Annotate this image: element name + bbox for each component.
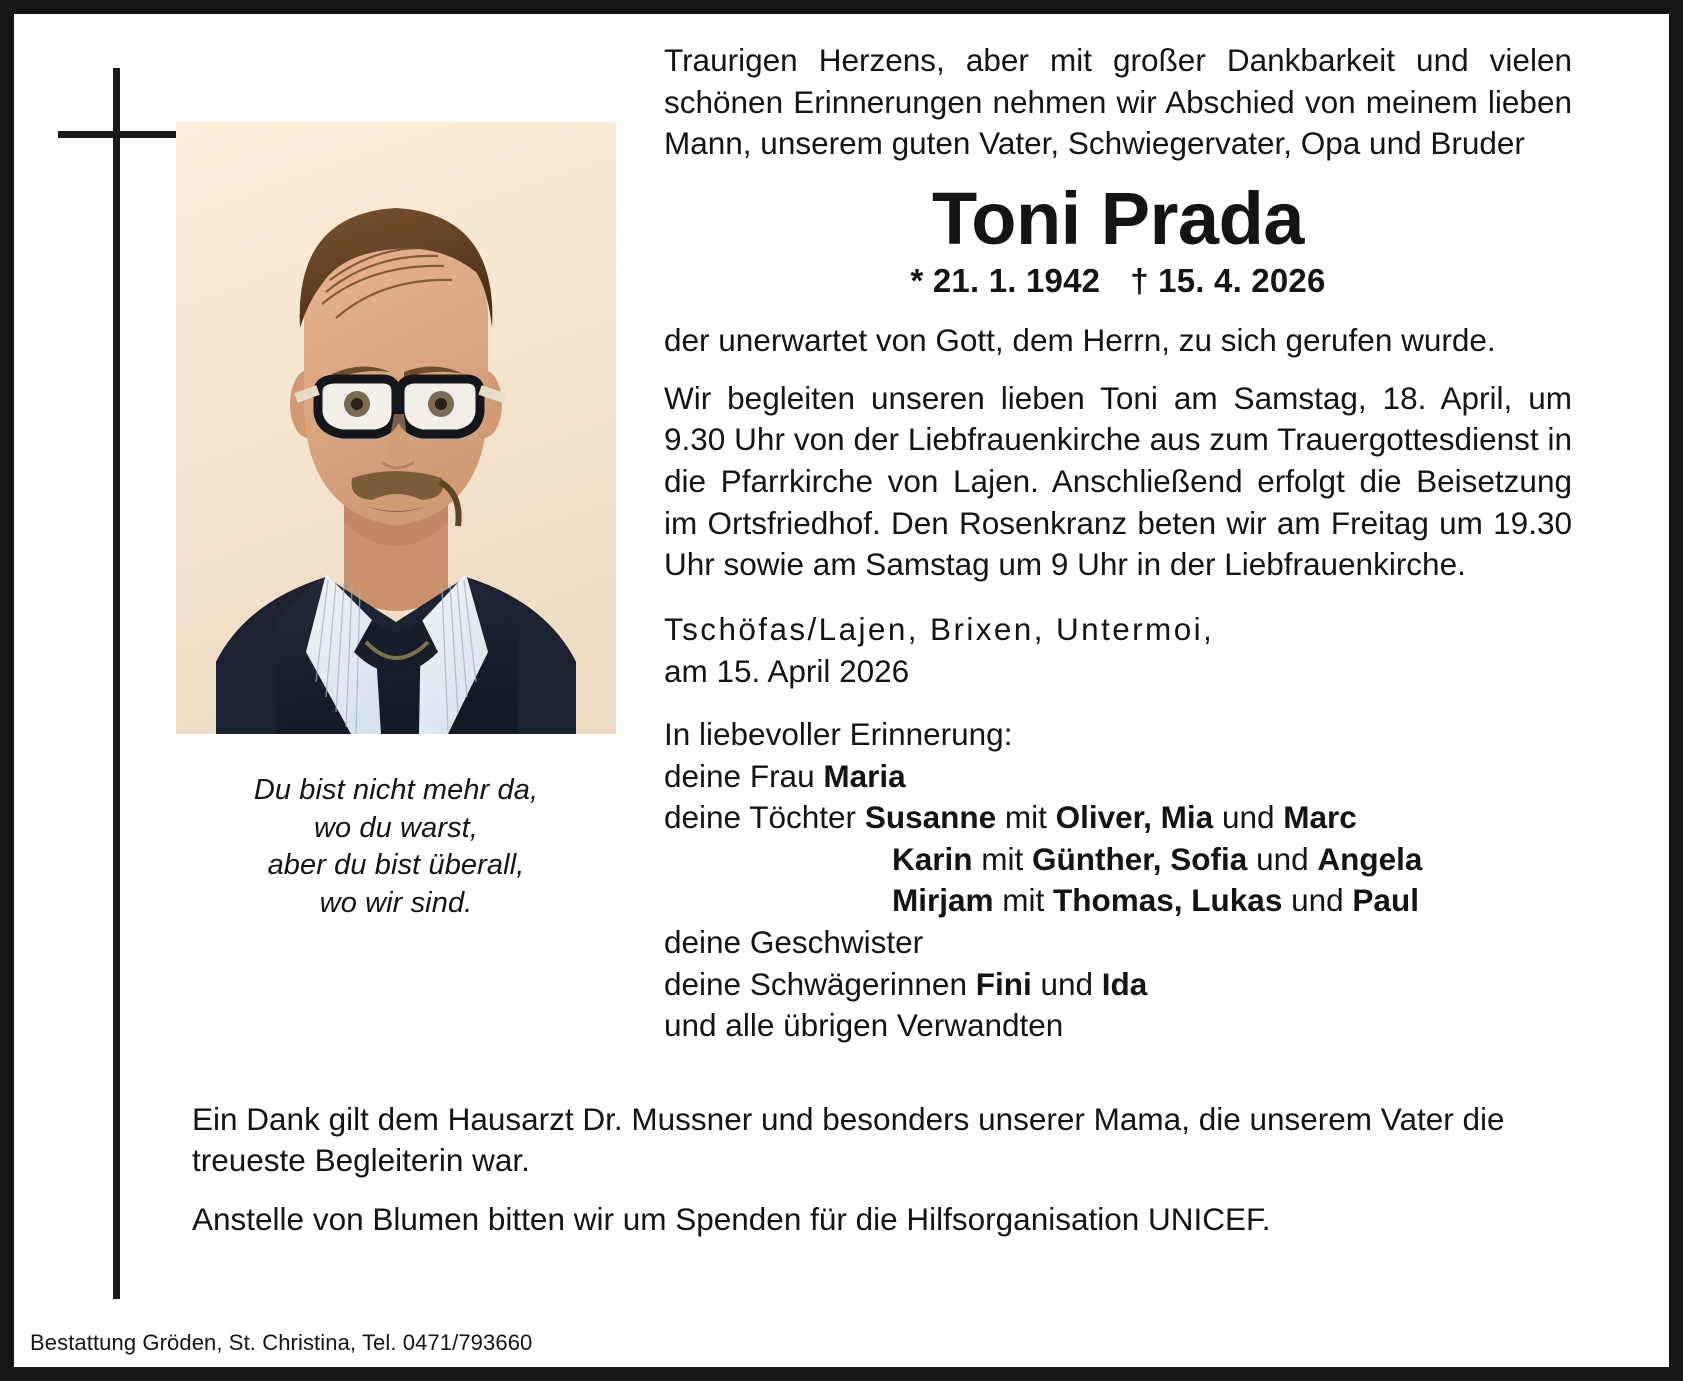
daughter-last-3: Paul <box>1352 882 1419 919</box>
verse-line-4: wo wir sind. <box>319 887 473 920</box>
life-dates <box>664 262 1572 300</box>
donations-paragraph: Anstelle von Blumen bitten wir um Spenden für die Hilfsorganisation UNICEF. <box>192 1200 1271 1237</box>
memory-daughter-row-1 <box>664 797 1572 839</box>
daughter-name-3: Mirjam <box>892 882 994 919</box>
daughters-prefix: deine Töchter <box>664 799 865 836</box>
portrait-illustration <box>176 122 616 734</box>
funeral-home-credit: Bestattung Gröden, St. Christina, Tel. 0471/793660 <box>30 1330 533 1355</box>
verse-line-2: wo du warst, <box>314 811 478 844</box>
memory-wife-row <box>664 756 1572 798</box>
daughter-and-2: und <box>1247 840 1318 877</box>
funeral-details-paragraph: Wir begleiten unseren lieben Toni am Samstag, 18. April, um 9.30 Uhr von der Liebfrauenkirche aus zum Trauergottesdienst in die Pfarrkirche von Lajen. Anschließend erfolgt die Beisetzung im Ortsfriedhof. Den Rosenkranz beten wir am Freitag um 19.30 Uhr sowie am Samstag um 9 Uhr in der Liebfrauenkirche. <box>664 379 1572 583</box>
portrait-photo <box>176 122 616 734</box>
place-and-date-block <box>664 608 1572 692</box>
thanks-paragraph: Ein Dank gilt dem Hausarzt Dr. Mussner und besonders unserer Mama, die unserem Vater die treueste Begleiterin war. <box>192 1101 1505 1178</box>
intro-paragraph: Traurigen Herzens, aber mit großer Dankbarkeit und vielen schönen Erinnerungen nehmen wir Abschied von meinem lieben Mann, unserem guten Vater, Schwiegervater, Opa und Bruder <box>664 42 1572 162</box>
cross-icon <box>113 68 120 1299</box>
daughter-name-2: Karin <box>892 840 973 877</box>
memory-heading: In liebevoller Erinnerung: <box>664 716 1013 753</box>
birth-symbol: * <box>910 262 924 300</box>
daughter-partner-1: Oliver, Mia <box>1055 799 1214 836</box>
daughter-and-3: und <box>1282 882 1353 919</box>
daughter-with-3: mit <box>993 882 1054 919</box>
verse-line-1: Du bist nicht mehr da, <box>253 774 539 806</box>
daughter-last-2: Angela <box>1317 840 1423 877</box>
places-line: Tschöfas/Lajen, Brixen, Untermoi, <box>664 610 1215 647</box>
memory-daughter-row-3 <box>664 880 1572 922</box>
memorial-verse <box>176 772 616 923</box>
left-column <box>176 122 616 923</box>
sisters-in-law-and: und <box>1031 965 1102 1002</box>
cross-icon-bar <box>58 131 177 138</box>
wife-prefix: deine Frau <box>664 757 824 794</box>
bottom-block <box>192 1099 1572 1240</box>
sisters-in-law-prefix: deine Schwägerinnen <box>664 965 976 1002</box>
daughter-name-1: Susanne <box>864 799 997 836</box>
sister-in-law-name-2: Ida <box>1101 965 1148 1002</box>
memory-daughter-row-2 <box>664 839 1572 881</box>
notice-date-line: am 15. April 2026 <box>664 652 910 689</box>
death-symbol: † <box>1130 262 1149 300</box>
after-name-paragraph: der unerwartet von Gott, dem Herrn, zu sich gerufen wurde. <box>664 322 1496 359</box>
memory-block <box>664 714 1572 1047</box>
sister-in-law-name-1: Fini <box>975 965 1032 1002</box>
deceased-name: Toni Prada <box>932 176 1304 260</box>
birth-date: 21. 1. 1942 <box>932 262 1101 300</box>
wife-name: Maria <box>823 757 906 794</box>
daughter-and-1: und <box>1213 799 1284 836</box>
death-date: 15. 4. 2026 <box>1158 262 1326 300</box>
daughter-partner-3: Thomas, Lukas <box>1053 882 1283 919</box>
memory-relatives-row: und alle übrigen Verwandten <box>664 1007 1064 1044</box>
memory-siblings-row: deine Geschwister <box>664 923 924 960</box>
verse-line-3: aber du bist überall, <box>267 849 525 882</box>
memory-sisters-in-law-row <box>664 964 1572 1006</box>
daughter-partner-2: Günther, Sofia <box>1032 840 1248 877</box>
notice-inner-frame <box>14 14 1669 1367</box>
right-column <box>664 40 1572 1047</box>
daughter-last-1: Marc <box>1283 799 1357 836</box>
daughter-with-2: mit <box>972 840 1033 877</box>
daughter-with-1: mit <box>996 799 1056 836</box>
